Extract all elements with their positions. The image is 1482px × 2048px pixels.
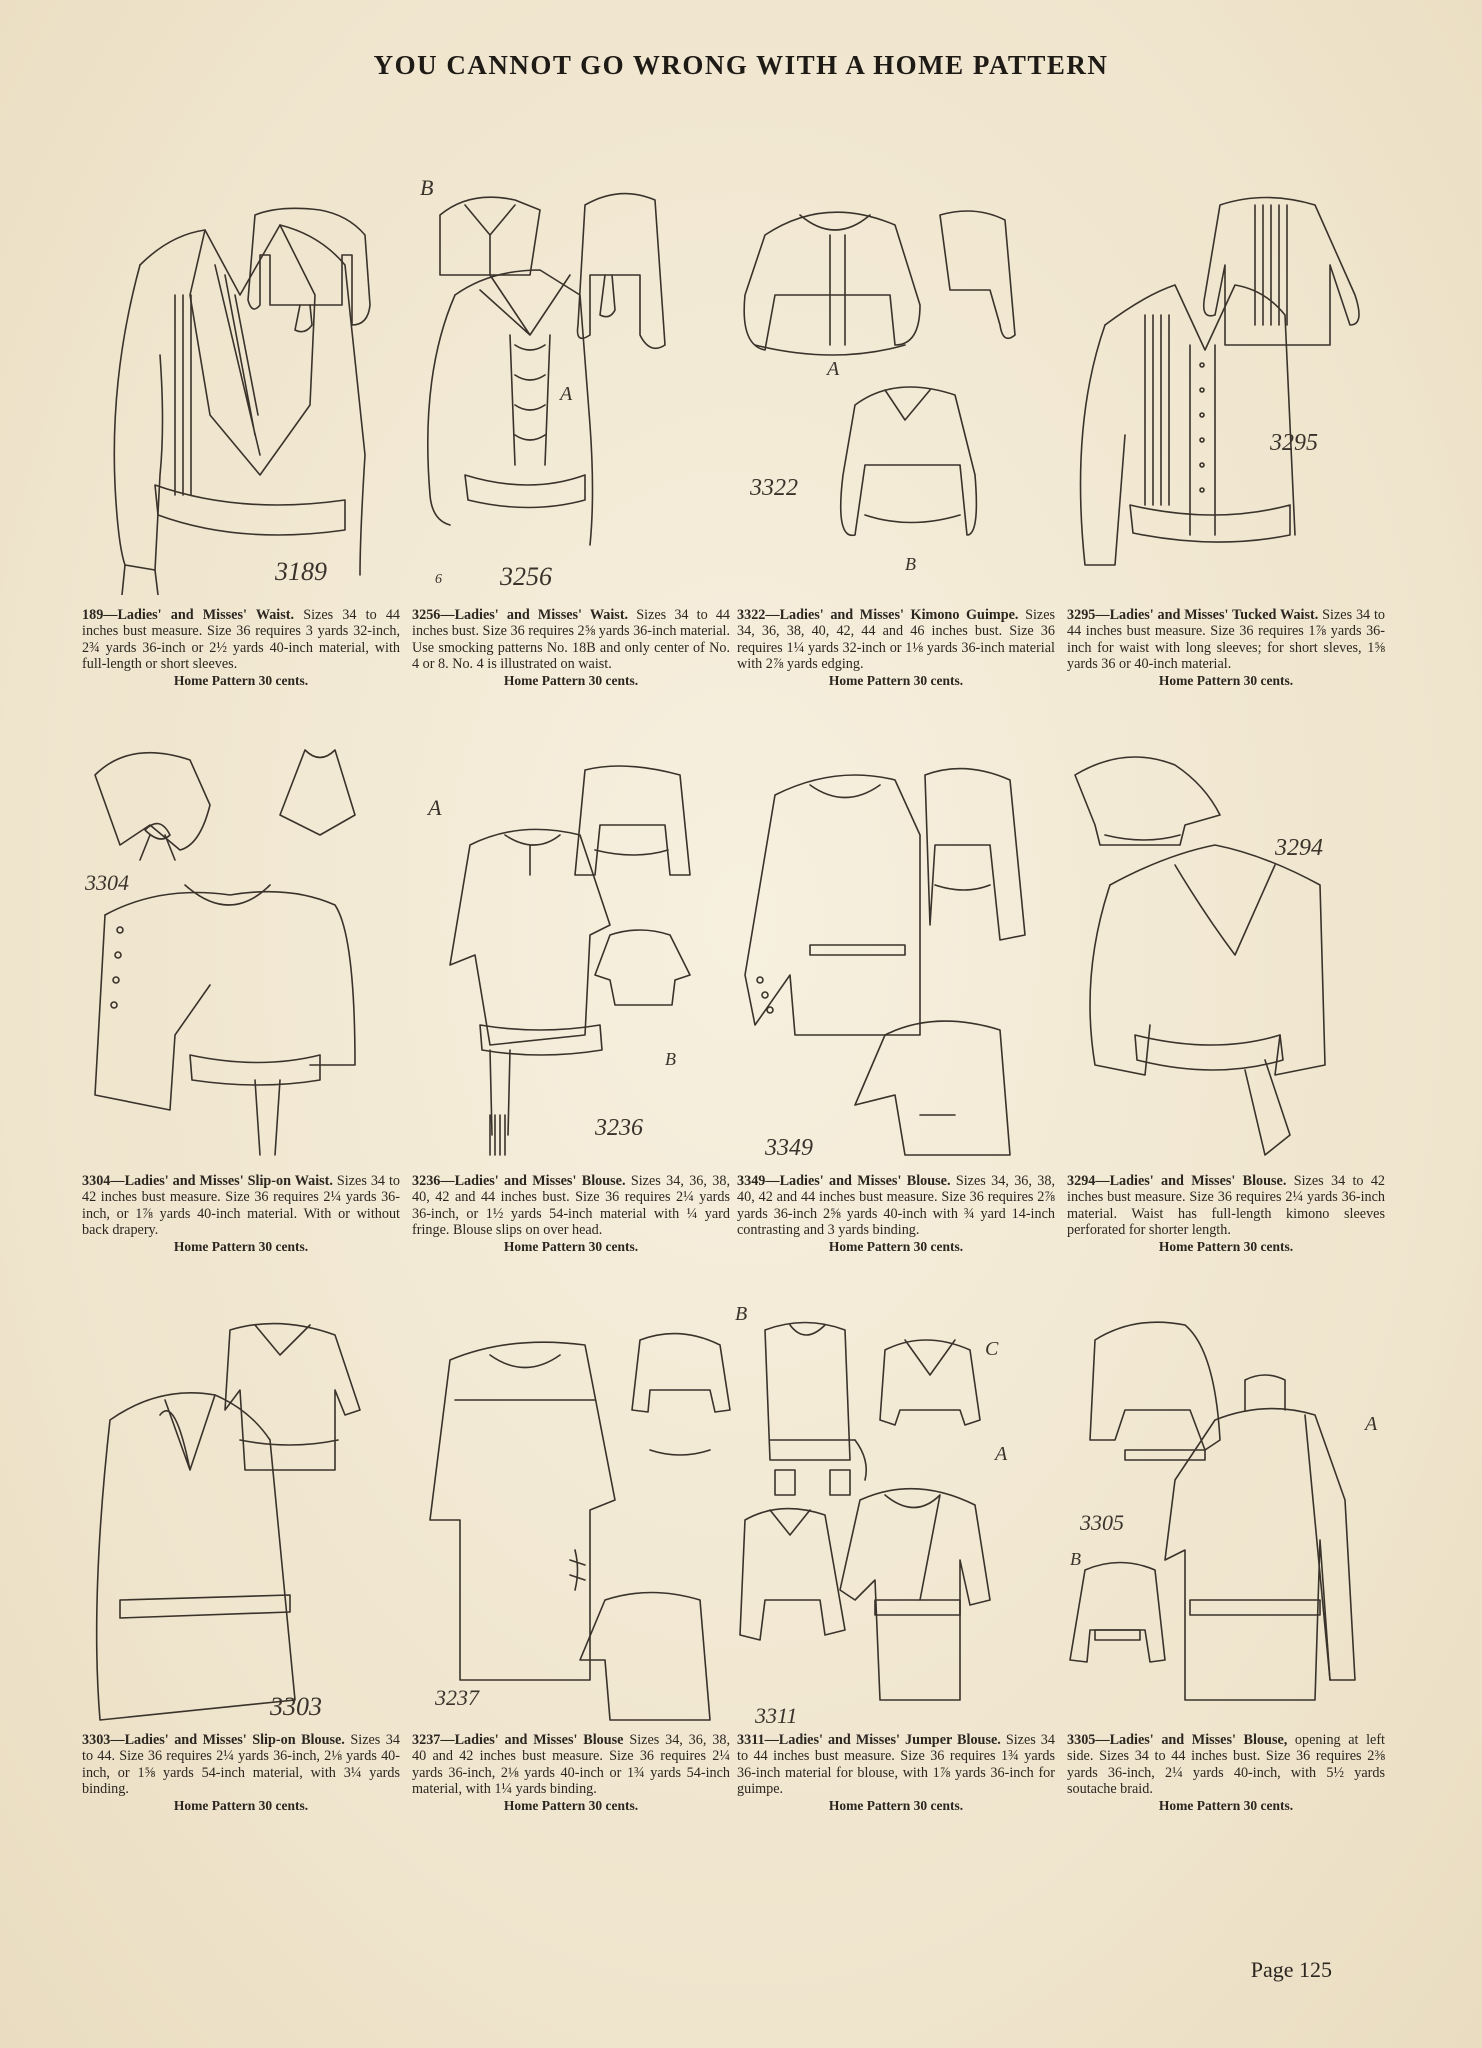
garment-illustration	[1065, 1300, 1405, 1730]
pattern-description	[1067, 1173, 1385, 1255]
pattern-description	[1067, 607, 1385, 689]
svg-text:3311: 3311	[755, 1703, 798, 1728]
pattern-description	[737, 1732, 1055, 1814]
garment-illustration	[80, 175, 420, 595]
pattern-title: 3304—Ladies' and Misses' Slip-on Waist.	[82, 1173, 333, 1189]
pattern-price: Home Pattern 30 cents.	[828, 1798, 964, 1814]
pattern-title: 3237—Ladies' and Misses' Blouse	[412, 1732, 624, 1748]
pattern-details: Sizes 34 to 42 inches bust measure. Size 36 requires 2¼ yards 36-inch material. Waist has full-length kimono sleeves perforated for shorter length.	[1067, 1173, 1386, 1238]
pattern-description	[737, 607, 1055, 689]
pattern-title: 3311—Ladies' and Misses' Jumper Blouse.	[737, 1732, 1001, 1748]
svg-text:6: 6	[435, 572, 442, 587]
garment-illustration	[735, 1300, 1075, 1730]
pattern-price: Home Pattern 30 cents.	[173, 1239, 309, 1255]
svg-text:A: A	[1365, 1413, 1378, 1435]
pattern-price: Home Pattern 30 cents.	[173, 1798, 309, 1814]
pattern-details: Sizes 34, 36, 38, 40, 42, 44 and 46 inches bust. Size 36 requires 1¼ yards 32-inch or 1⅛ yards 36-inch material with 2⅞ yards edging.	[737, 607, 1056, 672]
pattern-price: Home Pattern 30 cents.	[503, 1239, 639, 1255]
svg-text:3322: 3322	[750, 475, 798, 501]
pattern-price: Home Pattern 30 cents.	[173, 673, 309, 689]
pattern-details: Sizes 34 to 44 inches bust. Size 36 requires 2⅝ yards 36-inch material. Use smocking patterns No. 18B and only center of No. 4 or 8. No. 4 is illustrated on waist.	[412, 607, 731, 672]
svg-text:A: A	[995, 1443, 1008, 1465]
svg-text:3294: 3294	[1275, 835, 1323, 861]
garment-illustration	[1065, 175, 1405, 595]
pattern-description	[1067, 1732, 1385, 1814]
pattern-description	[737, 1173, 1055, 1255]
pattern-description	[412, 1732, 730, 1814]
pattern-title: 3305—Ladies' and Misses' Blouse,	[1067, 1732, 1288, 1748]
pattern-title: 3303—Ladies' and Misses' Slip-on Blouse.	[82, 1732, 345, 1748]
pattern-description	[82, 1173, 400, 1255]
pattern-title: 3236—Ladies' and Misses' Blouse.	[412, 1173, 626, 1189]
garment-illustration	[410, 1300, 750, 1730]
pattern-details: opening at left side. Sizes 34 to 44 inches bust. Size 36 requires 2⅜ yards 36-inch, 2¼ yards 40-inch, with 5½ yards soutache braid.	[1067, 1732, 1385, 1797]
pattern-details: Sizes 34 to 44. Size 36 requires 2¼ yards 36-inch, 2⅛ yards 40-inch, or 1⅝ yards 54-inch material, with 3¼ yards binding.	[82, 1732, 400, 1797]
pattern-description	[82, 607, 400, 689]
pattern-price: Home Pattern 30 cents.	[503, 673, 639, 689]
garment-illustration	[735, 175, 1075, 595]
svg-text:3295: 3295	[1270, 430, 1318, 456]
pattern-price: Home Pattern 30 cents.	[1158, 673, 1294, 689]
svg-text:3305: 3305	[1080, 1510, 1124, 1535]
garment-illustration	[1065, 735, 1405, 1165]
svg-text:3303: 3303	[270, 1692, 322, 1721]
garment-illustration	[80, 735, 420, 1165]
garment-illustration	[410, 735, 750, 1165]
pattern-details: Sizes 34, 36, 38, 40, 42 and 44 inches bust measure. Size 36 requires 2⅞ yards 36-inch 2⅝ yards 40-inch with ¾ yard 14-inch contrasting and 3 yards binding.	[737, 1173, 1056, 1238]
pattern-details: Sizes 34, 36, 38, 40, 42 and 44 inches bust. Size 36 requires 2¼ yards 36-inch, or 1½ yards 54-inch material with ¼ yard fringe. Blouse slips on over head.	[412, 1173, 731, 1238]
svg-text:3236: 3236	[595, 1115, 643, 1141]
pattern-title: 3294—Ladies' and Misses' Blouse.	[1067, 1173, 1287, 1189]
svg-text:A: A	[560, 383, 573, 405]
pattern-details: Sizes 34 to 44 inches bust measure. Size 36 requires 1⅞ yards 36-inch for waist with long sleeves; for short sleves, 1⅝ yards 36 or 40-inch material.	[1067, 607, 1386, 672]
pattern-details: Sizes 34, 36, 38, 40 and 42 inches bust measure. Size 36 requires 2¼ yards 36-inch, 2⅛ yards 40-inch or 1¾ yards 54-inch material, with 1¼ yards binding.	[412, 1732, 730, 1797]
pattern-details: Sizes 34 to 42 inches bust measure. Size 36 requires 2¼ yards 36-inch, or 1⅞ yards 40-inch material. With or without back drapery.	[82, 1173, 401, 1238]
pattern-price: Home Pattern 30 cents.	[1158, 1239, 1294, 1255]
pattern-price: Home Pattern 30 cents.	[503, 1798, 639, 1814]
pattern-details: Sizes 34 to 44 inches bust measure. Size 36 requires 3 yards 32-inch, 2¾ yards 36-inch or 2½ yards 40-inch material, with full-length or short sleeves.	[82, 607, 401, 672]
pattern-title: 3256—Ladies' and Misses' Waist.	[412, 607, 629, 623]
svg-text:3237: 3237	[435, 1685, 479, 1710]
pattern-details: Sizes 34 to 44 inches bust measure. Size 36 requires 1¾ yards 36-inch material for blouse, with 1⅞ yards 36-inch for guimpe.	[737, 1732, 1055, 1797]
pattern-description	[82, 1732, 400, 1814]
pattern-title: 189—Ladies' and Misses' Waist.	[82, 607, 295, 623]
svg-text:B: B	[905, 554, 916, 574]
pattern-price: Home Pattern 30 cents.	[828, 1239, 964, 1255]
garment-illustration	[735, 735, 1075, 1165]
svg-text:B: B	[1070, 1549, 1081, 1569]
garment-illustration	[410, 175, 750, 595]
pattern-title: 3349—Ladies' and Misses' Blouse.	[737, 1173, 951, 1189]
page-number: Page 125	[1250, 1957, 1332, 1982]
pattern-title: 3322—Ladies' and Misses' Kimono Guimpe.	[737, 607, 1019, 623]
svg-text:B: B	[665, 1049, 676, 1069]
pattern-price: Home Pattern 30 cents.	[1158, 1798, 1294, 1814]
svg-text:A: A	[827, 358, 840, 380]
pattern-description	[412, 1173, 730, 1255]
pattern-title: 3295—Ladies' and Misses' Tucked Waist.	[1067, 607, 1319, 623]
pattern-description	[412, 607, 730, 689]
garment-illustration	[80, 1300, 420, 1730]
svg-text:3256: 3256	[500, 562, 552, 591]
svg-text:3349: 3349	[765, 1135, 813, 1161]
svg-text:3304: 3304	[85, 870, 129, 895]
svg-text:A: A	[428, 795, 442, 820]
view-letter: B	[420, 175, 434, 200]
pattern-price: Home Pattern 30 cents.	[828, 673, 964, 689]
svg-text:B: B	[735, 1303, 748, 1325]
svg-text:3189: 3189	[275, 557, 327, 586]
svg-text:C: C	[985, 1338, 999, 1360]
page-headline: YOU CANNOT GO WRONG WITH A HOME PATTERN	[373, 50, 1109, 80]
